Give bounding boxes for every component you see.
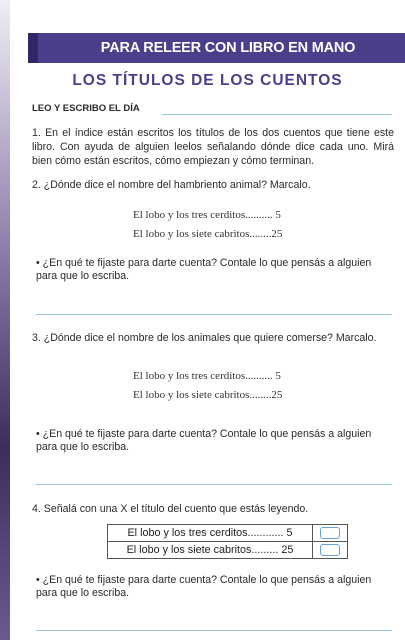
checkbox-cell [313, 542, 348, 559]
toc-dots: ........ [249, 389, 272, 401]
toc-entry[interactable] [133, 386, 282, 405]
story-title-cell: El lobo y los tres cerditos............ 5 [108, 525, 313, 542]
section-heading: LEO Y ESCRIBO EL DÍA [32, 103, 140, 114]
story-title-cell: El lobo y los siete cabritos......... 25 [108, 542, 313, 559]
title-selection-table [107, 524, 348, 559]
question-1: 1. En el índice están escritos los títulos de los dos cuentos que tiene este libro. Con ayuda de alguien leelos señalando dónde dice cada uno. Mirá bien cómo están escritos, cómo empiezan y cómo terminan. [32, 127, 394, 167]
toc-entry[interactable] [133, 367, 282, 386]
toc-page: 25 [271, 389, 283, 401]
toc-dots: .......... [245, 209, 273, 221]
toc-title: El lobo y los siete cabritos [133, 389, 250, 401]
toc-dots: ........ [249, 228, 272, 240]
worksheet-page [10, 0, 405, 640]
toc-title: El lobo y los tres cerditos [133, 209, 246, 221]
answer-line-q2[interactable] [36, 314, 392, 315]
followup-q4: • ¿En qué te fijaste para darte cuenta? Contale lo que pensás a alguien para que lo escriba. [36, 574, 372, 599]
toc-page: 25 [271, 228, 283, 240]
toc-title: El lobo y los siete cabritos [133, 228, 250, 240]
answer-line-q3[interactable] [36, 484, 392, 485]
toc-title: El lobo y los tres cerditos [133, 370, 246, 382]
checkbox-cell [313, 525, 348, 542]
toc-list-q2 [133, 206, 282, 244]
banner-title: PARA RELEER CON LIBRO EN MANO [100, 40, 356, 56]
toc-list-q3 [133, 367, 282, 405]
mark-checkbox[interactable] [320, 544, 340, 556]
book-edge [0, 0, 10, 640]
toc-entry[interactable] [133, 206, 282, 225]
page-title: LOS TÍTULOS DE LOS CUENTOS [72, 72, 343, 89]
question-2: 2. ¿Dónde dice el nombre del hambriento animal? Marcalo. [32, 179, 311, 191]
toc-entry[interactable] [133, 225, 282, 244]
followup-q3: • ¿En qué te fijaste para darte cuenta? Contale lo que pensás a alguien para que lo escriba. [36, 428, 372, 453]
toc-page: 5 [275, 209, 281, 221]
date-line[interactable] [162, 114, 392, 115]
followup-q2: • ¿En qué te fijaste para darte cuenta? Contale lo que pensás a alguien para que lo escriba. [36, 257, 372, 282]
toc-page: 5 [275, 370, 281, 382]
mark-checkbox[interactable] [320, 527, 340, 539]
toc-dots: .......... [245, 370, 273, 382]
table-row [108, 525, 348, 542]
answer-line-q4[interactable] [36, 630, 392, 631]
question-4: 4. Señalá con una X el título del cuento que estás leyendo. [32, 503, 309, 515]
question-3: 3. ¿Dónde dice el nombre de los animales que quiere comerse? Marcalo. [32, 332, 377, 344]
table-row [108, 542, 348, 559]
